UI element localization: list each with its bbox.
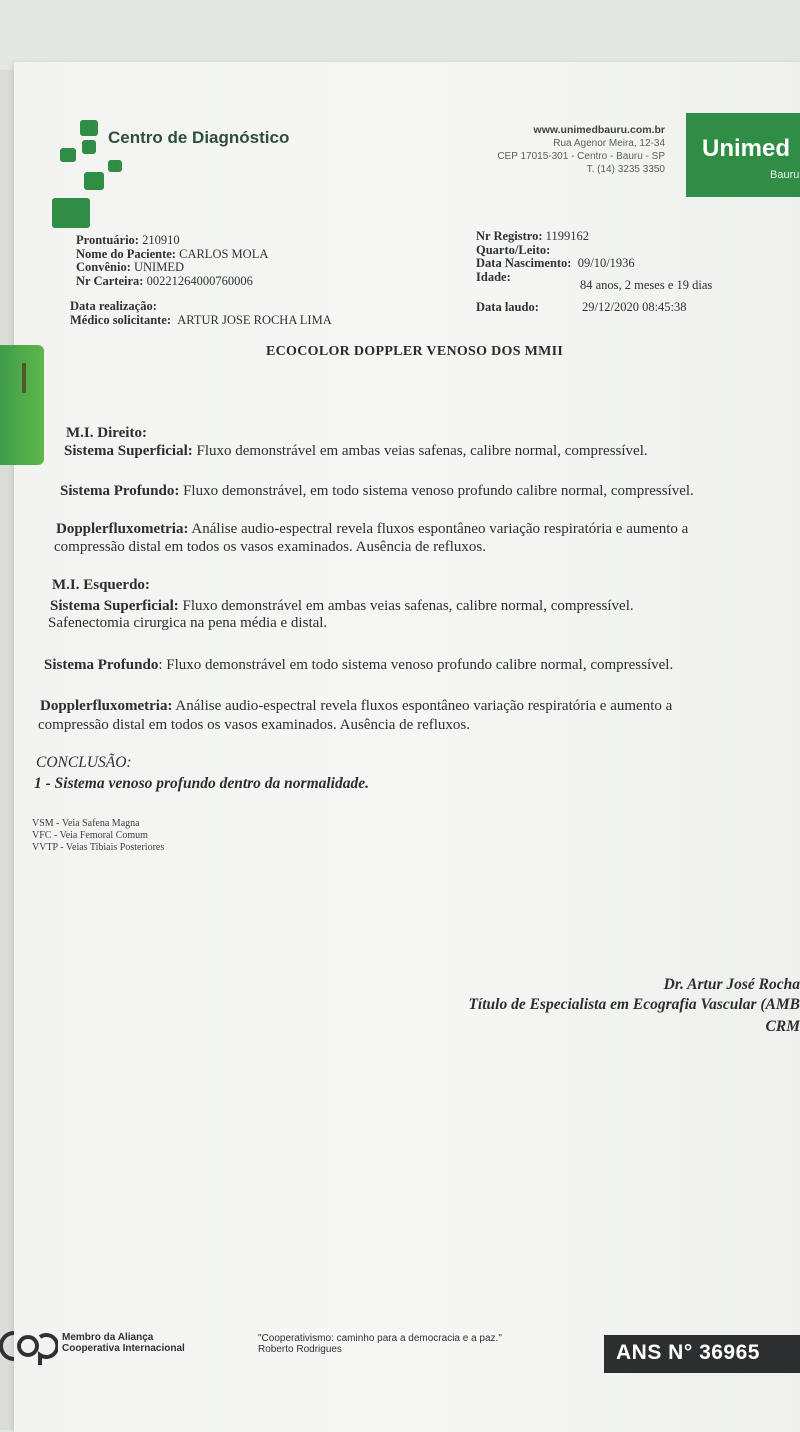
- website: www.unimedbauru.com.br: [533, 124, 665, 136]
- left-superficial-cont: Safenectomia cirurgica na pena média e distal.: [48, 615, 328, 631]
- conclusion-heading: CONCLUSÃO:: [36, 754, 132, 771]
- cooperative-alliance-logo: [0, 1325, 58, 1367]
- address-block: [440, 124, 665, 176]
- phone: T. (14) 3235 3350: [586, 164, 665, 175]
- data-laudo-value: 29/12/2020 08:45:38: [582, 300, 687, 314]
- exam-info-left: Data realização: Médico solicitante: ARTUR JOSE ROCHA LIMA: [70, 299, 332, 327]
- right-superficial: Sistema Superficial: Fluxo demonstrável em ambas veias safenas, calibre normal, compressível.: [64, 443, 648, 459]
- left-doppler: Dopplerfluxometria: Análise audio-espectral revela fluxos espontâneo variação respiratória e aumento a: [40, 698, 673, 714]
- left-superficial: Sistema Superficial: Fluxo demonstrável em ambas veias safenas, calibre normal, compressível.: [50, 598, 634, 614]
- address-line-2: CEP 17015-301 - Centro - Bauru - SP: [497, 151, 665, 162]
- signature-name: Dr. Artur José Rocha: [663, 976, 800, 993]
- report-title: ECOCOLOR DOPPLER VENOSO DOS MMII: [266, 344, 564, 359]
- left-doppler-cont: compressão distal em todos os vasos examinados. Ausência de refluxos.: [38, 717, 470, 733]
- right-leg-heading: M.I. Direito:: [66, 425, 147, 441]
- nascimento-value: 09/10/1936: [577, 256, 635, 270]
- unimed-logo-city: Bauru: [770, 169, 800, 181]
- address-line-1: Rua Agenor Meira, 12-34: [553, 138, 665, 149]
- abbreviation-item: VFC - Veia Femoral Comum: [32, 830, 148, 841]
- unimed-logo-name: Unimed: [702, 135, 791, 162]
- conclusion-item-1: 1 - Sistema venoso profundo dentro da normalidade.: [34, 775, 369, 792]
- abbreviation-item: VSM - Veia Safena Magna: [32, 818, 140, 829]
- right-doppler: Dopplerfluxometria: Análise audio-espectral revela fluxos espontâneo variação respiratória e aumento a: [56, 521, 689, 537]
- patient-info-right: Nr Registro: 1199162 Quarto/Leito: Data Nascimento: 09/10/1936 Idade:: [476, 229, 635, 284]
- right-doppler-cont: compressão distal em todos os vasos examinados. Ausência de refluxos.: [54, 539, 486, 555]
- idade-value: 84 anos, 2 meses e 19 dias: [580, 278, 713, 292]
- convenio-value: UNIMED: [134, 260, 184, 274]
- signature-crm: CRM: [765, 1018, 800, 1035]
- cooperative-quote: "Cooperativismo: caminho para a democracia e a paz." Roberto Rodrigues: [258, 1333, 502, 1355]
- abbreviations-list: [32, 818, 164, 854]
- right-profundo: Sistema Profundo: Fluxo demonstrável, em todo sistema venoso profundo calibre normal, compressível.: [60, 483, 694, 499]
- signature-title: Título de Especialista em Ecografia Vascular (AMB: [468, 996, 800, 1013]
- left-leg-heading: M.I. Esquerdo:: [52, 577, 150, 593]
- data-laudo-label: Data laudo:: [476, 300, 539, 314]
- patient-name: CARLOS MOLA: [179, 246, 269, 261]
- binder-tab: [0, 345, 44, 465]
- brand-name: Centro de Diagnóstico: [108, 128, 290, 147]
- prontuario-value: 210910: [142, 233, 180, 247]
- medico-value: ARTUR JOSE ROCHA LIMA: [177, 312, 332, 327]
- abbreviation-item: VVTP - Veias Tibiais Posteriores: [32, 842, 165, 853]
- registro-value: 1199162: [545, 229, 589, 243]
- paper-stack-edge: [0, 70, 14, 1430]
- ans-badge: ANS N° 36965: [604, 1335, 800, 1373]
- unimed-logo: [686, 113, 800, 197]
- left-profundo: Sistema Profundo: Fluxo demonstrável em todo sistema venoso profundo calibre normal, compressível.: [44, 657, 674, 673]
- carteira-value: 00221264000760006: [146, 273, 253, 288]
- patient-info-left: Prontuário: 210910 Nome do Paciente: CARLOS MOLA Convênio: UNIMED Nr Carteira: 00221264000760006: [76, 233, 269, 288]
- alliance-text: Membro da Aliança Cooperativa Internacional: [62, 1332, 185, 1354]
